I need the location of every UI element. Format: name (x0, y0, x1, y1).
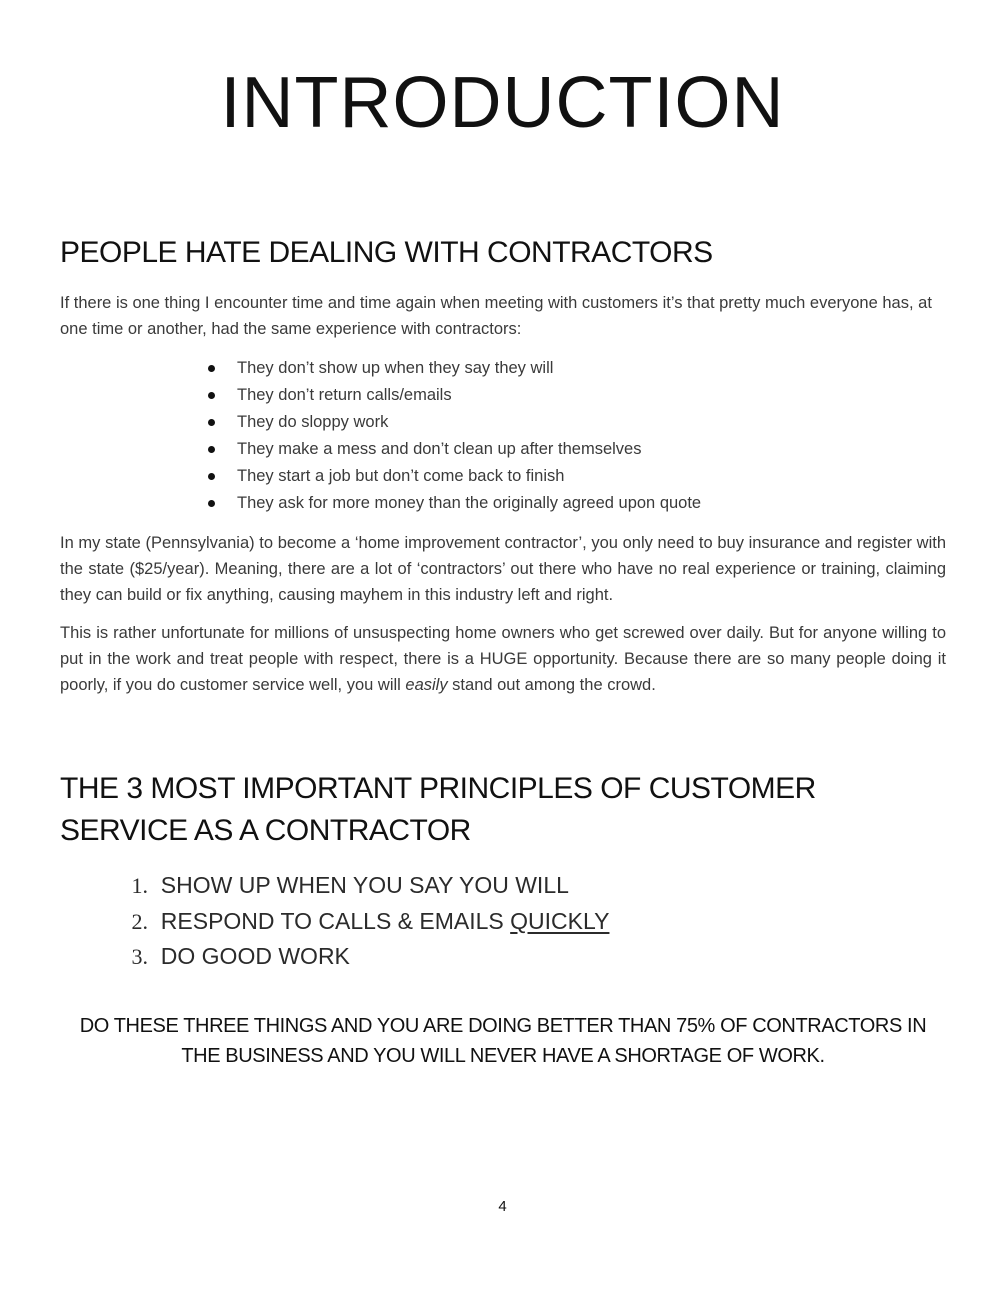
section-heading-people-hate-contractors: PEOPLE HATE DEALING WITH CONTRACTORS (60, 236, 713, 269)
list-item-text: They don’t show up when they say they will (237, 359, 554, 377)
list-item (206, 382, 701, 409)
list-item (112, 939, 609, 975)
list-number: 1. (131, 873, 148, 898)
list-item-text: They make a mess and don’t clean up after themselves (237, 440, 642, 458)
bullet-icon (208, 446, 215, 453)
list-item-text: DO GOOD WORK (160, 943, 350, 969)
list-number: 2. (131, 908, 148, 934)
page-number: 4 (498, 1198, 507, 1215)
list-number: 3. (131, 944, 148, 969)
underlined-word-quickly: QUICKLY (510, 907, 610, 934)
list-item-text: RESPOND TO CALLS & EMAILS (160, 907, 511, 934)
bullet-icon (208, 500, 215, 507)
list-item (206, 436, 701, 463)
bullet-icon (208, 392, 215, 399)
list-item (112, 868, 609, 904)
intro-paragraph: If there is one thing I encounter time and time again when meeting with customers it’s that pretty much everyone has, at one time or another, had the same experience with contractors: (60, 294, 932, 338)
section-heading-principles: THE 3 MOST IMPORTANT PRINCIPLES OF CUSTOMER SERVICE AS A CONTRACTOR (60, 772, 816, 847)
list-item-text: They do sloppy work (237, 413, 389, 431)
page-title: INTRODUCTION (220, 63, 785, 143)
principles-numbered-list (112, 868, 609, 975)
callout-statement: DO THESE THREE THINGS AND YOU ARE DOING BETTER THAN 75% OF CONTRACTORS IN THE BUSINESS AND YOU WILL NEVER HAVE A SHORTAGE OF WORK. (79, 1015, 927, 1067)
pennsylvania-paragraph: In my state (Pennsylvania) to become a ‘home improvement contractor’, you only need to buy insurance and register with the state ($25/year). Meaning, there are a lot of ‘contractors’ out there who have no real experience or training, claiming they can build or fix anything, causing mayhem in this industry left and right. (60, 534, 946, 604)
list-item (206, 490, 701, 517)
opportunity-text-end: stand out among the crowd. (447, 676, 656, 694)
list-item (206, 463, 701, 490)
bullet-icon (208, 473, 215, 480)
bullet-icon (208, 419, 215, 426)
complaints-bullet-list (206, 355, 701, 517)
list-item-text: They ask for more money than the originally agreed upon quote (237, 494, 702, 512)
opportunity-text-start: This is rather unfortunate for millions of unsuspecting home owners who get screwed over daily. But for anyone willing to put in the work and treat people with respect, there is a HUGE opportunity. Because there are so many people doing it poorly, if you do customer service well, you will (60, 624, 946, 694)
list-item (112, 904, 609, 940)
list-item (206, 355, 701, 382)
list-item-text: SHOW UP WHEN YOU SAY YOU WILL (160, 872, 569, 898)
bullet-icon (208, 365, 215, 372)
list-item-text: They start a job but don’t come back to finish (237, 467, 565, 485)
list-item (206, 409, 701, 436)
opportunity-paragraph (60, 620, 946, 698)
list-item-text: They don’t return calls/emails (237, 386, 452, 404)
emphasis-easily: easily (405, 676, 448, 694)
